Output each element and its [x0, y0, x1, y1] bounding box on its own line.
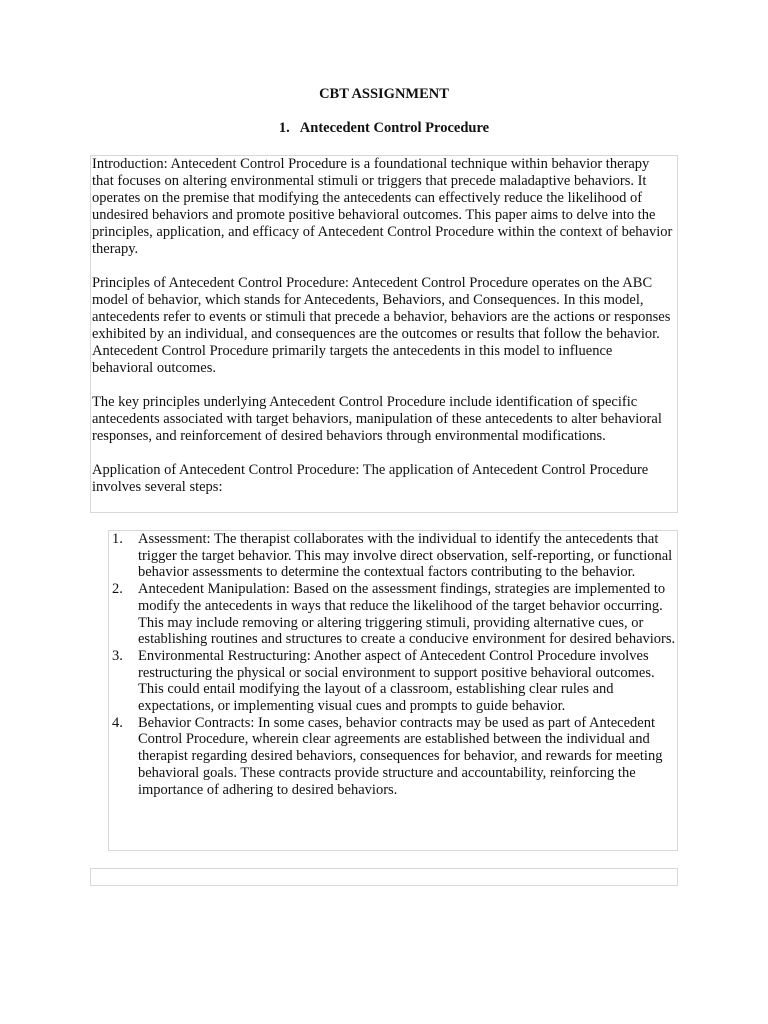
steps-list [109, 531, 677, 798]
list-item-antecedent-manipulation [109, 581, 677, 648]
list-item-environmental-restructuring [109, 648, 677, 715]
section-number: 1. [278, 120, 290, 136]
intro-text-box [90, 155, 678, 513]
steps-list-box [108, 530, 678, 851]
step-text: Environmental Restructuring: Another aspect of Antecedent Control Procedure involves restructuring the physical or social environment to support positive behavioral outcomes. This could entail modifying the layout of a classroom, establishing clear rules and expectations, or implementing visual cues and prompts to guide behavior. [138, 647, 655, 715]
step-text: Antecedent Manipulation: Based on the assessment findings, strategies are implemented to modify the antecedents in ways that reduce the likelihood of the target behavior occurring. This may include removing or altering triggering stimuli, providing alternative cues, or establishing routines and structures to create a conducive environment for desired behaviors. [138, 581, 676, 648]
step-number: 4. [112, 714, 123, 731]
empty-text-box [90, 868, 678, 886]
paragraph-application: Application of Antecedent Control Procedure: The application of Antecedent Control Procedure involves several steps: [92, 462, 649, 495]
paragraph-introduction: Introduction: Antecedent Control Procedure is a foundational technique within behavior therapy that focuses on altering environmental stimuli or triggers that precede maladaptive behaviors. It operates on the premise that modifying the antecedents can effectively reduce the likelihood of undesired behaviors and promote positive behavioral outcomes. This paper aims to delve into the principles, application, and efficacy of Antecedent Control Procedure within the context of behavior therapy. [92, 156, 673, 257]
step-number: 3. [112, 647, 123, 664]
step-number: 2. [112, 581, 123, 598]
section-heading [0, 120, 768, 137]
list-item-assessment [109, 531, 677, 581]
paragraph-principles: Principles of Antecedent Control Procedure: Antecedent Control Procedure operates on the ABC model of behavior, which stands for Antecedents, Behaviors, and Consequences. In this model, antecedents refer to events or stimuli that precede a behavior, behaviors are the actions or responses exhibited by an individual, and consequences are the outcomes or results that follow the behavior. Antecedent Control Procedure primarily targets the antecedents in this model to influence behavioral outcomes. [92, 275, 671, 376]
section-heading-text: Antecedent Control Procedure [299, 120, 490, 136]
step-text: Behavior Contracts: In some cases, behavior contracts may be used as part of Antecedent Control Procedure, wherein clear agreements are established between the individual and therapist regarding desired behaviors, consequences for behavior, and rewards for meeting behavioral goals. These contracts provide structure and accountability, reinforcing the importance of adhering to desired behaviors. [138, 714, 663, 798]
list-item-behavior-contracts [109, 715, 677, 799]
step-number: 1. [112, 531, 123, 547]
step-text: Assessment: The therapist collaborates with the individual to identify the antecedents that trigger the target behavior. This may involve direct observation, self-reporting, or functional behavior assessments to determine the contextual factors contributing to the behavior. [138, 531, 673, 581]
document-title: CBT ASSIGNMENT [319, 86, 449, 102]
paragraph-key-principles: The key principles underlying Antecedent Control Procedure include identification of specific antecedents associated with target behaviors, manipulation of these antecedents to alter behavioral responses, and reinforcement of desired behaviors through environmental modifications. [92, 394, 662, 444]
